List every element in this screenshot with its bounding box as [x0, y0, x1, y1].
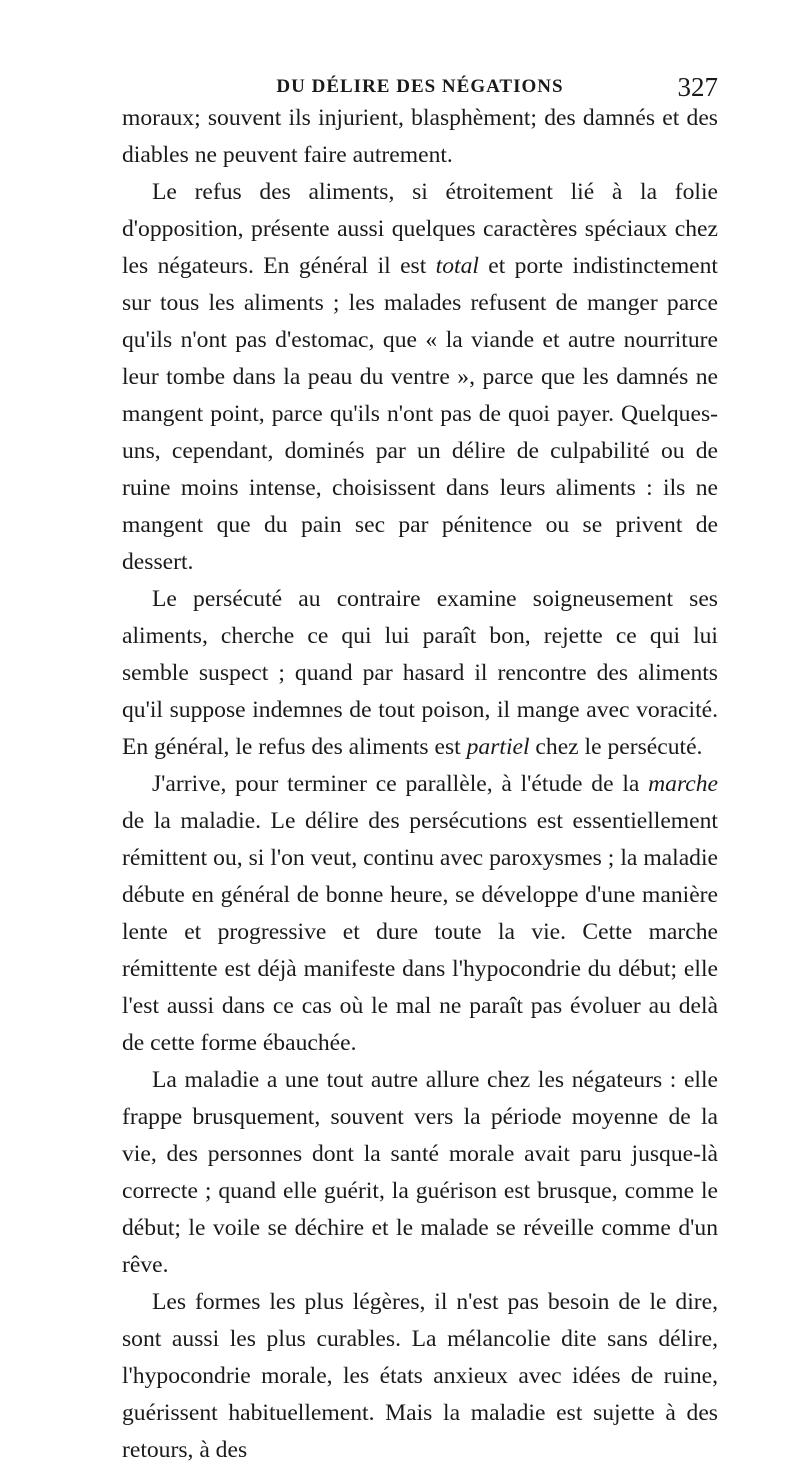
paragraph-text: de la maladie. Le délire des persécutions est essentiellement rémittent ou, si l'on veut, continu avec paroxysmes ; la maladie débute en général de bonne heure, se développe d'une manière lente et progressive et dure toute la vie. Cette marche rémittente est déjà manifeste dans l'hypocondrie du début; elle l'est aussi dans ce cas où le mal ne paraît pas évoluer au delà de cette forme ébauchée.	[122, 808, 718, 1056]
paragraph	[122, 174, 718, 581]
paragraph-text: et porte indistinctement sur tous les aliments ; les malades refusent de manger parce qu'ils n'ont pas d'estomac, que « la viande et autre nourriture leur tombe dans la peau du ventre », parce que les damnés ne mangent point, parce qu'ils n'ont pas de quoi payer. Quelques-uns, cependant, dominés par un délire de culpabilité ou de ruine moins intense, choisissent dans leurs aliments : ils ne mangent que du pain sec par pénitence ou se privent de dessert.	[122, 253, 718, 575]
paragraph	[122, 581, 718, 766]
paragraph-text: Le refus des aliments, si étroitement lié à la folie d'opposition, présente aussi quelques caractères spéciaux chez les négateurs. En général il est	[122, 179, 718, 279]
page-number: 327	[677, 72, 718, 102]
paragraph-text: J'arrive, pour terminer ce parallèle, à l'étude de la	[152, 771, 649, 797]
paragraph	[122, 766, 718, 1062]
paragraph-text: chez le persécuté.	[529, 734, 703, 760]
emphasis-text: partiel	[466, 734, 530, 760]
body-text	[122, 100, 718, 1469]
paragraph: La maladie a une tout autre allure chez les négateurs : elle frappe brusquement, souvent vers la période moyenne de la vie, des personnes dont la santé morale avait paru jusque-là correcte ; quand elle guérit, la guérison est brusque, comme le début; le voile se déchire et le malade se réveille comme d'un rêve.	[122, 1067, 718, 1278]
running-title: DU DÉLIRE DES NÉGATIONS	[276, 76, 564, 97]
emphasis-text: total	[435, 253, 479, 279]
running-header	[122, 72, 718, 102]
emphasis-text: marche	[648, 771, 718, 797]
paragraph: Les formes les plus légères, il n'est pas besoin de le dire, sont aussi les plus curables. La mélancolie dite sans délire, l'hypocondrie morale, les états anxieux avec idées de ruine, guérissent habituellement. Mais la maladie est sujette à des retours, à des	[122, 1289, 718, 1463]
paragraph-text: Le persécuté au contraire examine soigneusement ses aliments, cherche ce qui lui paraît bon, rejette ce qui lui semble suspect ; quand par hasard il rencontre des aliments qu'il suppose indemnes de tout poison, il mange avec voracité. En général, le refus des aliments est	[122, 586, 718, 760]
paragraph: moraux; souvent ils injurient, blasphèment; des damnés et des diables ne peuvent faire autrement.	[122, 105, 718, 168]
